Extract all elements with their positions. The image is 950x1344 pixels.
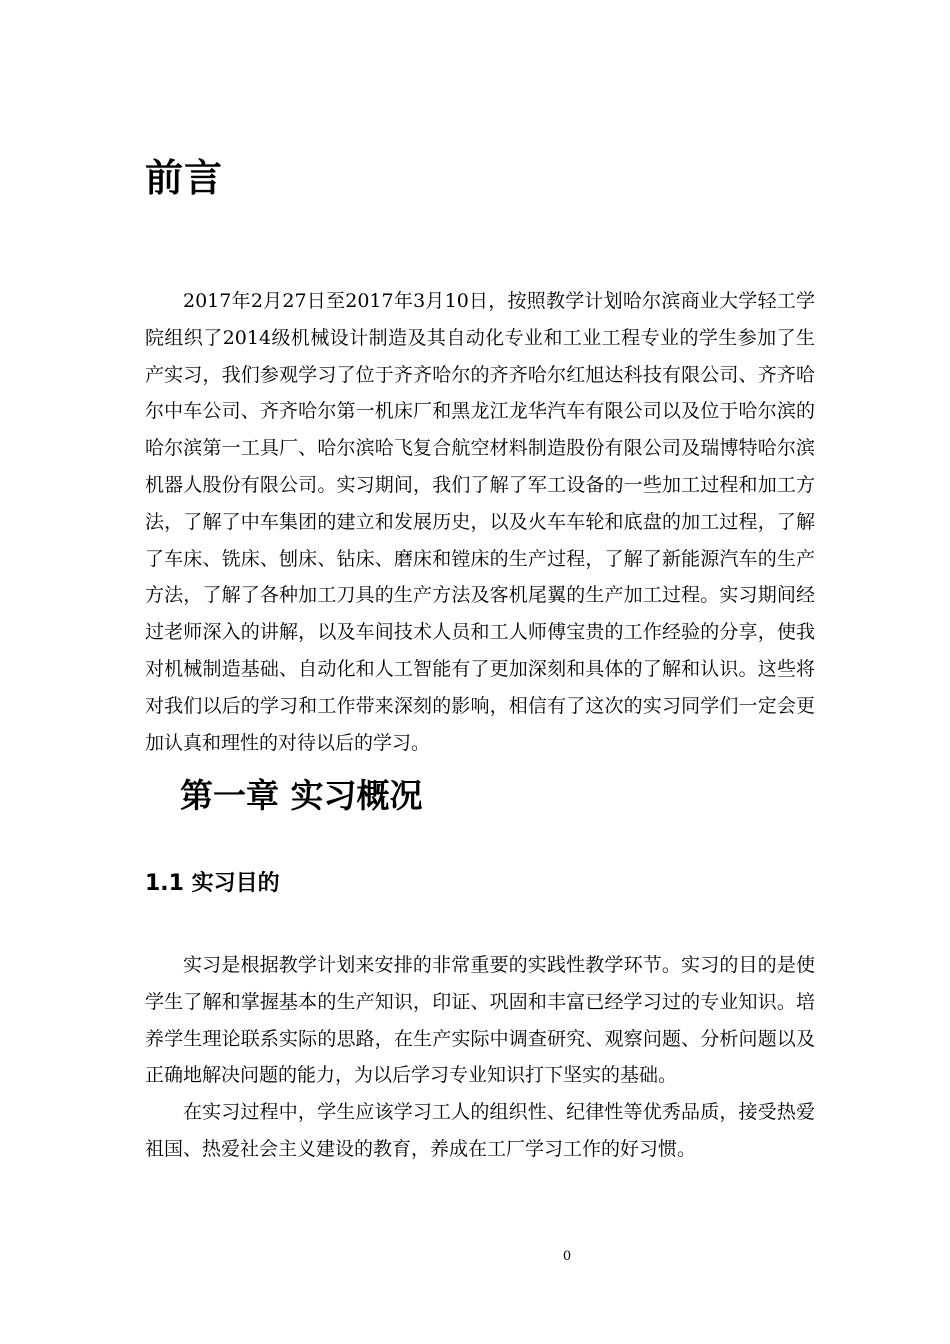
preface-title: 前言 xyxy=(145,156,224,200)
section-title: 1.1 实习目的 xyxy=(145,871,280,896)
section-paragraph-1: 实习是根据教学计划来安排的非常重要的实践性教学环节。实习的目的是使学生了解和掌握基本的生产知识，印证、巩固和丰富已经学习过的专业知识。培养学生理论联系实际的思路，在生产实际中调查研究、观察问题、分析问题以及正确地解决问题的能力，为以后学习专业知识打下坚实的基础。 xyxy=(145,954,815,1087)
section-paragraph-2: 在实习过程中，学生应该学习工人的组织性、纪律性等优秀品质，接受热爱祖国、热爱社会主义建设的教育，养成在工厂学习工作的好习惯。 xyxy=(145,1101,815,1160)
preface-paragraph: 2017年2月27日至2017年3月10日，按照教学计划哈尔滨商业大学轻工学院组织了2014级机械设计制造及其自动化专业和工业工程专业的学生参加了生产实习，我们参观学习了位于齐齐哈尔的齐齐哈尔红旭达科技有限公司、齐齐哈尔中车公司、齐齐哈尔第一机床厂和黑龙江龙华汽车有限公司以及位于哈尔滨的哈尔滨第一工具厂、哈尔滨哈飞复合航空材料制造股份有限公司及瑞博特哈尔滨机器人股份有限公司。实习期间，我们了解了军工设备的一些加工过程和加工方法，了解了中车集团的建立和发展历史，以及火车车轮和底盘的加工过程，了解了车床、铣床、刨床、钻床、磨床和镗床的生产过程，了解了新能源汽车的生产方法，了解了各种加工刀具的生产方法及客机尾翼的生产加工过程。实习期间经过老师深入的讲解，以及车间技术人员和工人师傅宝贵的工作经验的分享，使我对机械制造基础、自动化和人工智能有了更加深刻和具体的了解和认识。这些将对我们以后的学习和工作带来深刻的影响，相信有了这次的实习同学们一定会更加认真和理性的对待以后的学习。 xyxy=(145,290,815,754)
chapter-title: 第一章 实习概况 xyxy=(180,776,423,815)
page-number: 0 xyxy=(562,1249,572,1264)
